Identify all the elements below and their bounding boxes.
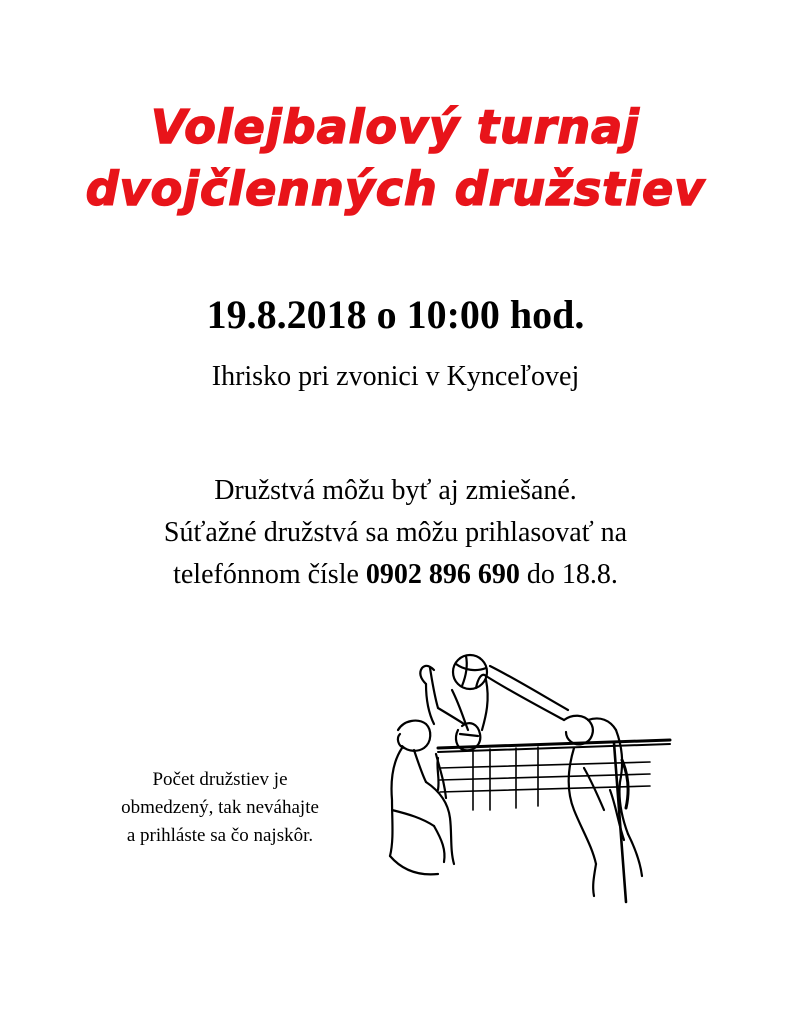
net-icon [438,740,670,902]
title-line-1: Volejbalový turnaj [151,100,640,154]
player-right-icon [486,666,642,896]
note-line-2: obmedzený, tak neváhajte [121,797,319,818]
info-line-3 [0,554,791,596]
event-location: Ihrisko pri zvonici v Kynceľovej [211,361,580,392]
poster-title [0,96,791,220]
registration-note [90,766,350,850]
player-back-icon [390,721,454,875]
info-line-3-prefix: telefónnom čísle [173,559,359,590]
note-line-1: Počet družstiev je [152,769,288,790]
phone-number: 0902 896 690 [365,559,520,590]
info-line-2: Súťažné družstvá sa môžu prihlasovať na [163,517,628,548]
volleyball-players-icon [378,650,678,910]
volleyball-icon [453,655,487,689]
note-line-3: a prihláste sa čo najskôr. [126,825,314,846]
info-line-1: Družstvá môžu byť aj zmiešané. [214,475,577,506]
info-line-3-suffix: do 18.8. [526,559,618,590]
event-info [0,470,791,596]
event-datetime: 19.8.2018 o 10:00 hod. [206,292,585,337]
title-line-2: dvojčlenných družstiev [85,162,706,216]
